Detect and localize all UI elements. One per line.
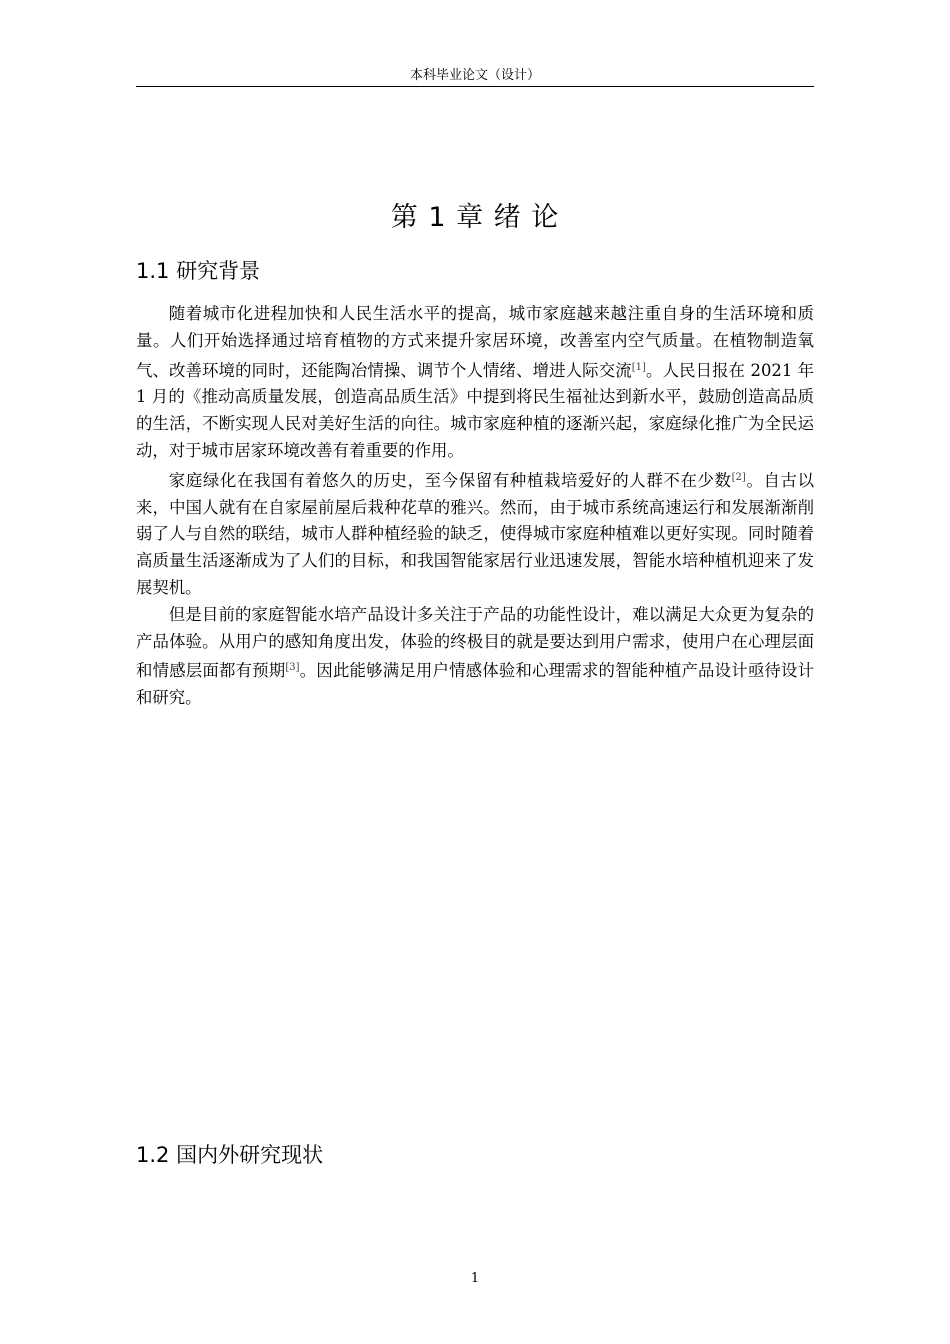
citation-1[interactable]: [1]	[631, 361, 646, 373]
paragraph-3-text-b: 。因此能够满足用户情感体验和心理需求的智能种植产品设计亟待设计和研究。	[136, 661, 815, 708]
citation-2[interactable]: [2]	[731, 471, 746, 483]
citation-3[interactable]: [3]	[285, 662, 300, 674]
header-rule	[136, 86, 814, 87]
section-heading-1-1: 1.1 研究背景	[136, 259, 261, 283]
paragraph-1-text-a: 随着城市化进程加快和人民生活水平的提高，城市家庭越来越注重自身的生活环境和质量。人们开始选择通过培育植物的方式来提升家居环境，改善室内空气质量。在植物制造氧气、改善环境的同时，还能陶冶情操、调节个人情绪、增进人际交流	[136, 304, 814, 380]
section-body	[136, 301, 814, 712]
paragraph-1-text-b: 。人民日报在 2021 年 1 月的《推动高质量发展，创造高品质生活》中提到将民生福祉达到新水平，鼓励创造高品质的生活，不断实现人民对美好生活的向往。城市家庭种植的逐渐兴起，家庭绿化推广为全民运动，对于城市居家环境改善有着重要的作用。	[136, 360, 814, 460]
paragraph-2-text-b: 。自古以来，中国人就有在自家屋前屋后栽种花草的雅兴。然而，由于城市系统高速运行和发展渐渐削弱了人与自然的联结，城市人群种植经验的缺乏，使得城市家庭种植难以更好实现。同时随着高质量生活逐渐成为了人们的目标，和我国智能家居行业迅速发展，智能水培种植机迎来了发展契机。	[136, 470, 815, 597]
section-heading-1-2: 1.2 国内外研究现状	[136, 1143, 324, 1167]
paragraph-1	[136, 301, 814, 465]
paragraph-2	[136, 465, 814, 602]
paragraph-2-text-a: 家庭绿化在我国有着悠久的历史，至今保留有种植栽培爱好的人群不在少数	[168, 470, 732, 490]
running-header: 本科毕业论文（设计）	[409, 68, 540, 83]
paragraph-3	[136, 602, 814, 712]
page-number: 1	[470, 1271, 480, 1286]
chapter-title: 第 1 章 绪 论	[390, 202, 560, 233]
paragraph-3-text-a: 但是目前的家庭智能水培产品设计多关注于产品的功能性设计，难以满足大众更为复杂的产品体验。从用户的感知角度出发，体验的终极目的就是要达到用户需求，使用户在心理层面和情感层面都有预期	[136, 604, 814, 681]
